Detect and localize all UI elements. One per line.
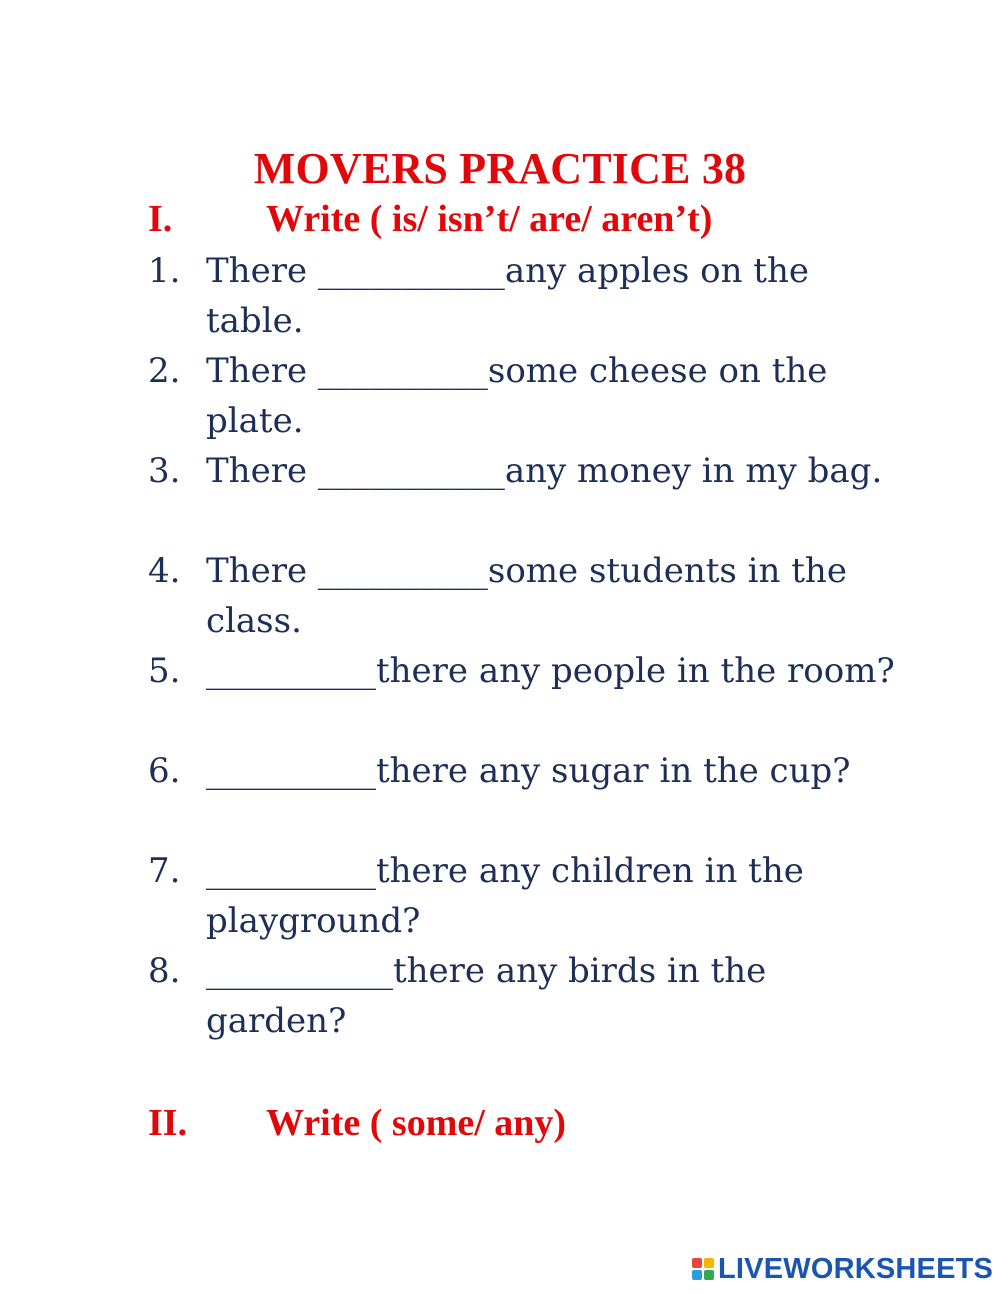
item-number: 6. [148,751,181,791]
item-text: There ___________any apples on the table. [206,251,820,341]
liveworksheets-logo [692,1252,993,1286]
item-text: __________there any sugar in the cup? [206,751,851,791]
page-title: MOVERS PRACTICE 38 [253,144,747,193]
section-instruction: Write ( is/ isn’t/ are/ aren’t) [266,198,713,240]
item-number: 8. [148,951,181,991]
item-number: 2. [148,351,181,391]
item-number: 4. [148,551,181,591]
section-instruction: Write ( some/ any) [266,1102,567,1144]
item-text: ___________there any birds in the garden? [206,951,778,1041]
logo-square [692,1258,702,1268]
logo-square [704,1258,714,1268]
item-text: __________there any people in the room? [206,651,895,691]
item-number: 1. [148,251,181,291]
item-text: __________there any children in the playground? [206,851,815,941]
logo-square [704,1270,714,1280]
logo-square [692,1270,702,1280]
item-number: 5. [148,651,181,691]
item-text: There ___________any money in my bag. [206,451,883,491]
item-number: 3. [148,451,181,491]
logo-text: LIVEWORKSHEETS [718,1252,994,1285]
item-number: 7. [148,851,181,891]
section-number: I. [148,198,173,240]
section-number: II. [148,1102,188,1144]
item-text: There __________some students in the class. [206,551,858,641]
liveworksheets-logo-icon [692,1258,714,1280]
item-text: There __________some cheese on the plate. [206,351,839,441]
